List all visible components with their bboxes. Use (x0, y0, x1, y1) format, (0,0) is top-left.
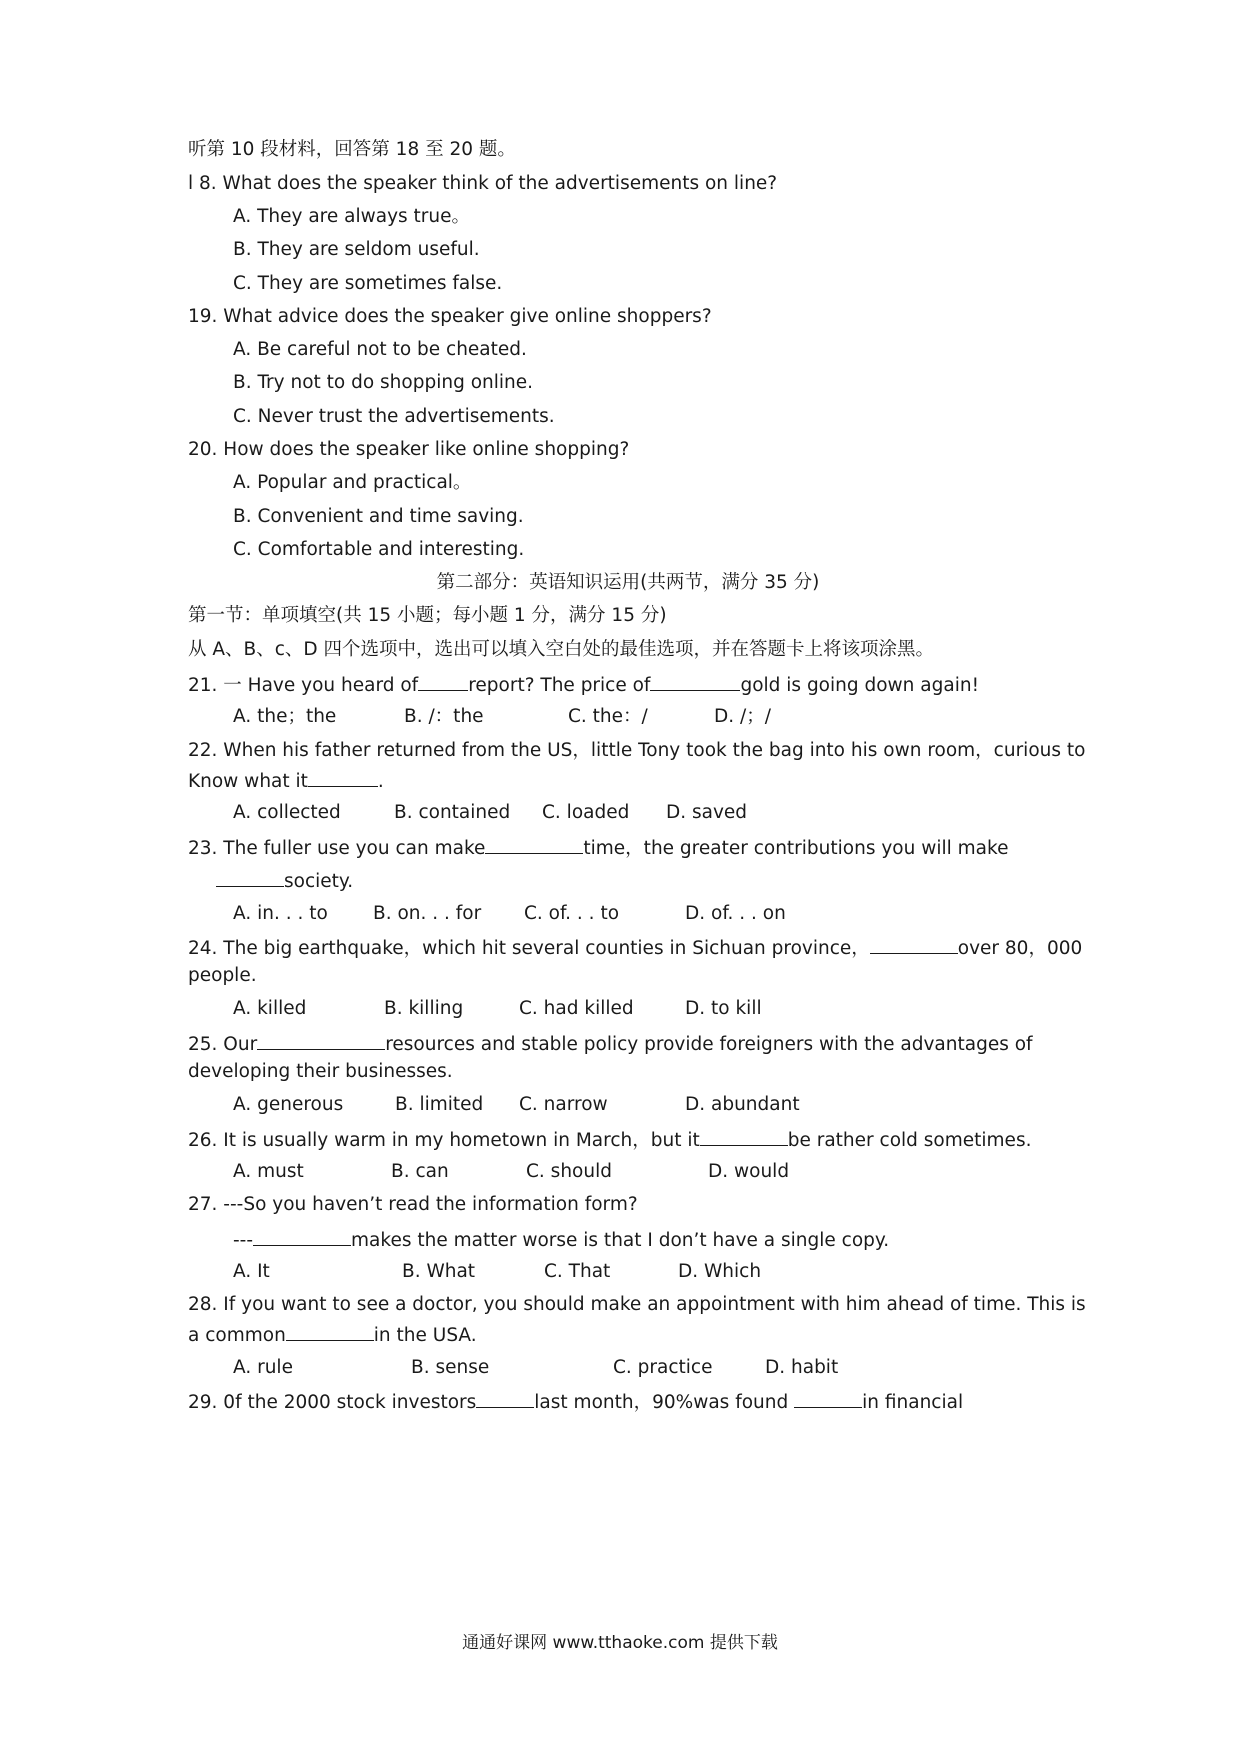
answer-blank (253, 1227, 351, 1246)
q24-option-d: D. to kill (685, 998, 762, 1019)
answer-blank (257, 1031, 385, 1050)
q24-option-b: B. killing (384, 998, 464, 1019)
q22-option-b: B. contained (394, 802, 511, 823)
q23-option-d: D. of. . . on (685, 903, 786, 924)
q24-option-c: C. had killed (519, 998, 634, 1019)
q27-option-d: D. Which (678, 1261, 762, 1282)
q22-option-c: C. loaded (542, 802, 630, 823)
section1-instruction: 从 A、B、c、D 四个选项中，选出可以填入空白处的最佳选项，并在答题卡上将该项涂黑。 (188, 639, 935, 660)
q25-option-b: B. limited (395, 1094, 484, 1115)
q21-text-1: 21. 一 Have you heard of (188, 675, 419, 696)
q27-stem-line1: 27. ---So you haven’t read the information form? (188, 1194, 638, 1215)
q28-text-1: a common (188, 1325, 286, 1346)
q28-option-c: C. practice (613, 1357, 713, 1378)
q20-option-a: A. Popular and practical。 (233, 472, 472, 493)
q19-option-c: C. Never trust the advertisements. (233, 406, 555, 427)
q28-option-b: B. sense (411, 1357, 490, 1378)
q22-text-1: Know what it (188, 771, 308, 792)
q23-text-1: 23. The fuller use you can make (188, 838, 486, 859)
q24-text-1: 24. The big earthquake，which hit several counties in Sichuan province， (188, 938, 870, 959)
part2-title: 第二部分：英语知识运用(共两节，满分 35 分) (436, 572, 820, 593)
answer-blank (485, 835, 583, 854)
q18-option-c: C. They are sometimes false. (233, 273, 503, 294)
q25-option-c: C. narrow (519, 1094, 608, 1115)
q26-option-d: D. would (708, 1161, 790, 1182)
q18-option-b: B. They are seldom useful. (233, 239, 480, 260)
q21-stem (188, 672, 979, 698)
q21-text-2: report? The price of (468, 675, 651, 696)
q23-option-b: B. on. . . for (373, 903, 482, 924)
q23-stem-line1 (188, 835, 1008, 861)
listening-intro: 听第 10 段材料，回答第 18 至 20 题。 (188, 139, 516, 160)
q24-option-a: A. killed (233, 998, 307, 1019)
q22-text-2: . (377, 771, 384, 792)
q23-stem-line2 (216, 868, 353, 894)
q28-option-a: A. rule (233, 1357, 293, 1378)
answer-blank (286, 1322, 374, 1341)
q23-option-c: C. of. . . to (524, 903, 620, 924)
answer-blank (650, 672, 740, 691)
q22-option-a: A. collected (233, 802, 341, 823)
answer-blank (476, 1389, 534, 1408)
q27-text-1: --- (233, 1230, 254, 1251)
q23-text-2: time，the greater contributions you will make (583, 838, 1009, 859)
q26-stem (188, 1127, 1031, 1153)
answer-blank (794, 1389, 862, 1408)
page-footer: 通通好课网 www.tthaoke.com 提供下载 (462, 1633, 778, 1653)
q29-text-1: 29. 0f the 2000 stock investors (188, 1392, 477, 1413)
q27-stem-line2 (233, 1227, 889, 1253)
q28-text-2: in the USA. (373, 1325, 477, 1346)
q27-text-2: makes the matter worse is that I don’t have a single copy. (351, 1230, 890, 1251)
q25-option-a: A. generous (233, 1094, 344, 1115)
q26-option-b: B. can (391, 1161, 449, 1182)
answer-blank (308, 768, 378, 787)
q27-option-b: B. What (402, 1261, 476, 1282)
q21-option-d: D. /；/ (714, 706, 771, 727)
q25-stem-line2: developing their businesses. (188, 1061, 453, 1082)
q28-stem-line1: 28. If you want to see a doctor, you should make an appointment with him ahead of time. This is (188, 1294, 1086, 1315)
q29-stem (188, 1389, 963, 1415)
q28-option-d: D. habit (765, 1357, 839, 1378)
q24-stem-line2: people. (188, 965, 257, 986)
q22-option-d: D. saved (666, 802, 748, 823)
q29-text-2: last month，90%was found (534, 1392, 789, 1413)
q22-stem-line1: 22. When his father returned from the US，little Tony took the bag into his own room，curious to (188, 740, 1086, 761)
q20-option-b: B. Convenient and time saving. (233, 506, 524, 527)
q29-text-3: in financial (862, 1392, 964, 1413)
q25-option-d: D. abundant (685, 1094, 800, 1115)
q21-text-3: gold is going down again! (740, 675, 979, 696)
q26-option-c: C. should (526, 1161, 612, 1182)
answer-blank (418, 672, 468, 691)
q21-option-c: C. the：/ (568, 706, 648, 727)
q27-option-c: C. That (544, 1261, 611, 1282)
answer-blank (700, 1127, 788, 1146)
q21-option-b: B. /：the (404, 706, 484, 727)
q27-option-a: A. It (233, 1261, 270, 1282)
q25-stem-line1 (188, 1031, 1033, 1057)
section1-title: 第一节：单项填空(共 15 小题；每小题 1 分，满分 15 分) (188, 605, 667, 626)
q23-option-a: A. in. . . to (233, 903, 328, 924)
q19-option-a: A. Be careful not to be cheated. (233, 339, 527, 360)
q19-option-b: B. Try not to do shopping online. (233, 372, 534, 393)
q26-text-1: 26. It is usually warm in my hometown in March，but it (188, 1130, 700, 1151)
q21-option-a: A. the；the (233, 706, 337, 727)
answer-blank (216, 868, 284, 887)
q22-stem-line2 (188, 768, 384, 794)
q25-text-2: resources and stable policy provide foreigners with the advantages of (385, 1034, 1033, 1055)
q19-stem: 19. What advice does the speaker give online shoppers? (188, 306, 712, 327)
q26-option-a: A. must (233, 1161, 304, 1182)
q26-text-2: be rather cold sometimes. (787, 1130, 1032, 1151)
q20-stem: 20. How does the speaker like online shopping? (188, 439, 630, 460)
q24-text-2: over 80，000 (957, 938, 1083, 959)
q24-stem-line1 (188, 935, 1082, 961)
q18-option-a: A. They are always true。 (233, 206, 471, 227)
q23-text-3: society. (284, 871, 354, 892)
q28-stem-line2 (188, 1322, 477, 1348)
q18-stem: l 8. What does the speaker think of the advertisements on line? (188, 173, 778, 194)
q20-option-c: C. Comfortable and interesting. (233, 539, 525, 560)
q25-text-1: 25. Our (188, 1034, 258, 1055)
answer-blank (870, 935, 958, 954)
